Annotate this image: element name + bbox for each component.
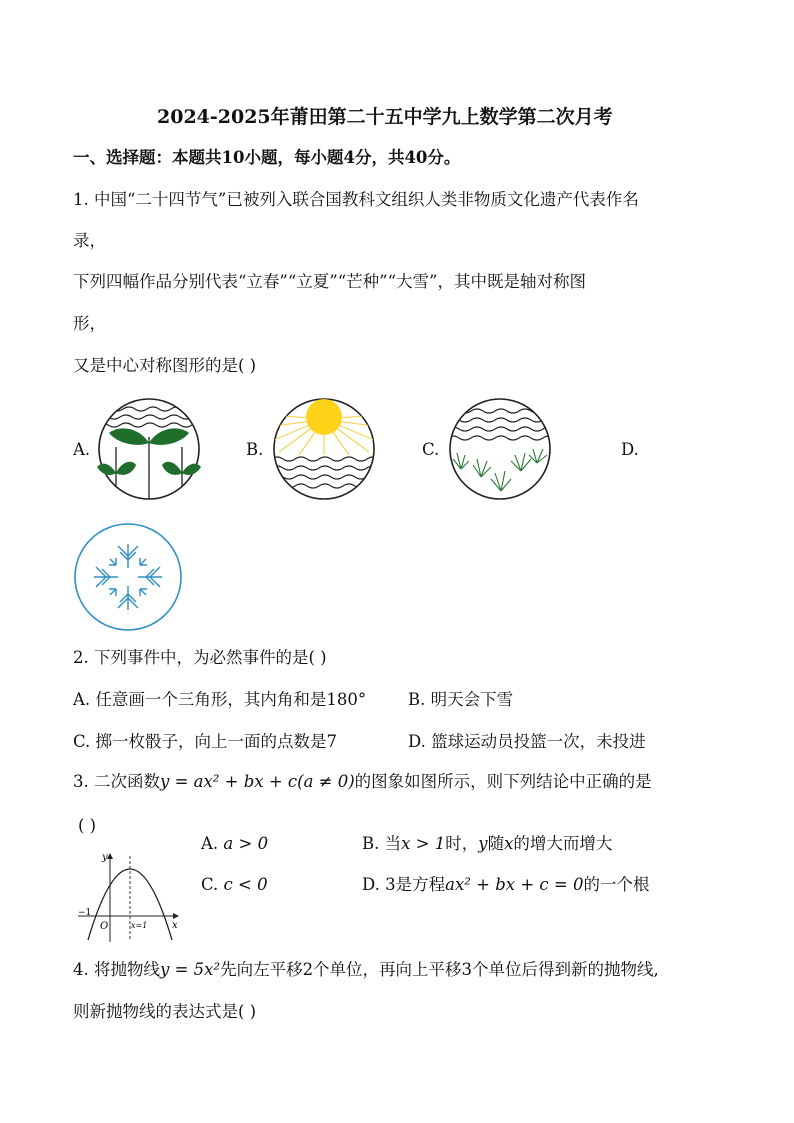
q2-option-c: C. 掷一枚骰子，向上一面的点数是7 — [73, 732, 338, 751]
q1-line1: 1. 中国“二十四节气”已被列入联合国教科文组织人类非物质文化遗产代表作名 — [73, 190, 639, 209]
q3-option-b-suffix: 的增大而增大 — [513, 834, 613, 853]
q3-option-d-label: D. 3是方程 — [362, 875, 446, 894]
q1-option-c-label: C. — [422, 440, 440, 459]
q3-option-d — [362, 877, 649, 894]
q4-line1 — [73, 962, 659, 979]
q2-stem: 2. 下列事件中，为必然事件的是( ) — [73, 648, 327, 667]
q3-option-c-label: C. — [201, 875, 219, 894]
q4-line1-formula: y = 5x² — [160, 960, 221, 979]
q3-option-b-math1: x > 1 — [401, 834, 446, 853]
q3-option-b-mid2: 随 — [487, 834, 505, 853]
q2-option-d: D. 篮球运动员投篮一次，未投进 — [408, 732, 646, 751]
q1-option-d-label: D. — [621, 440, 639, 459]
q4-line1-prefix: 4. 将抛物线 — [73, 960, 160, 979]
section-heading: 一、选择题：本题共10小题，每小题4分，共40分。 — [73, 148, 461, 167]
page-title: 2024-2025年莆田第二十五中学九上数学第二次月考 — [157, 106, 613, 128]
figure-lixia-sun — [269, 397, 379, 501]
q3-stem-prefix: 3. 二次函数 — [73, 772, 160, 791]
q3-stem — [73, 774, 652, 791]
q3-answer-paren: ( ) — [78, 816, 97, 835]
y-axis-label: y — [102, 852, 108, 863]
q3-option-a-math: a > 0 — [223, 834, 269, 853]
q3-option-b-mid: 时， — [445, 834, 479, 853]
q3-parabola-graph — [74, 848, 184, 944]
q3-option-c — [201, 877, 268, 894]
neg-one-label: −1 — [78, 908, 92, 918]
q3-option-a-label: A. — [201, 834, 219, 853]
figure-mangzhong-grass — [445, 397, 555, 501]
q1-line2: 录， — [73, 231, 106, 250]
q3-option-b-math3: x — [504, 834, 514, 853]
q3-option-a — [201, 836, 268, 853]
q2-option-b: B. 明天会下雪 — [408, 690, 514, 709]
q3-option-b-math2: y — [478, 834, 488, 853]
figure-daxue-snowflake — [72, 522, 184, 632]
q3-option-c-math: c < 0 — [223, 875, 268, 894]
q3-stem-formula: y = ax² + bx + c(a ≠ 0) — [160, 772, 355, 791]
q4-line1-suffix: 先向左平移2个单位，再向上平移3个单位后得到新的抛物线, — [220, 960, 659, 979]
q2-option-a: A. 任意画一个三角形，其内角和是180° — [73, 690, 367, 709]
q1-option-b-label: B. — [246, 440, 264, 459]
q4-line2: 则新抛物线的表达式是( ) — [73, 1002, 257, 1021]
q1-option-a-label: A. — [73, 440, 91, 459]
q3-option-b-label: B. 当 — [362, 834, 402, 853]
symmetry-label: x=1 — [131, 921, 148, 930]
x-axis-label: x — [172, 920, 178, 931]
q1-line5: 又是中心对称图形的是( ) — [73, 356, 257, 375]
origin-label: O — [100, 921, 109, 932]
q3-stem-suffix: 的图象如图所示，则下列结论中正确的是 — [354, 772, 652, 791]
q1-line3: 下列四幅作品分别代表“立春”“立夏”“芒种”“大雪”，其中既是轴对称图 — [73, 272, 586, 291]
q1-line4: 形， — [73, 314, 106, 333]
q3-option-d-math: ax² + bx + c = 0 — [445, 875, 584, 894]
q3-option-d-suffix: 的一个根 — [583, 875, 650, 894]
q3-option-b — [362, 836, 612, 853]
figure-lichun-sprouts — [94, 397, 204, 501]
